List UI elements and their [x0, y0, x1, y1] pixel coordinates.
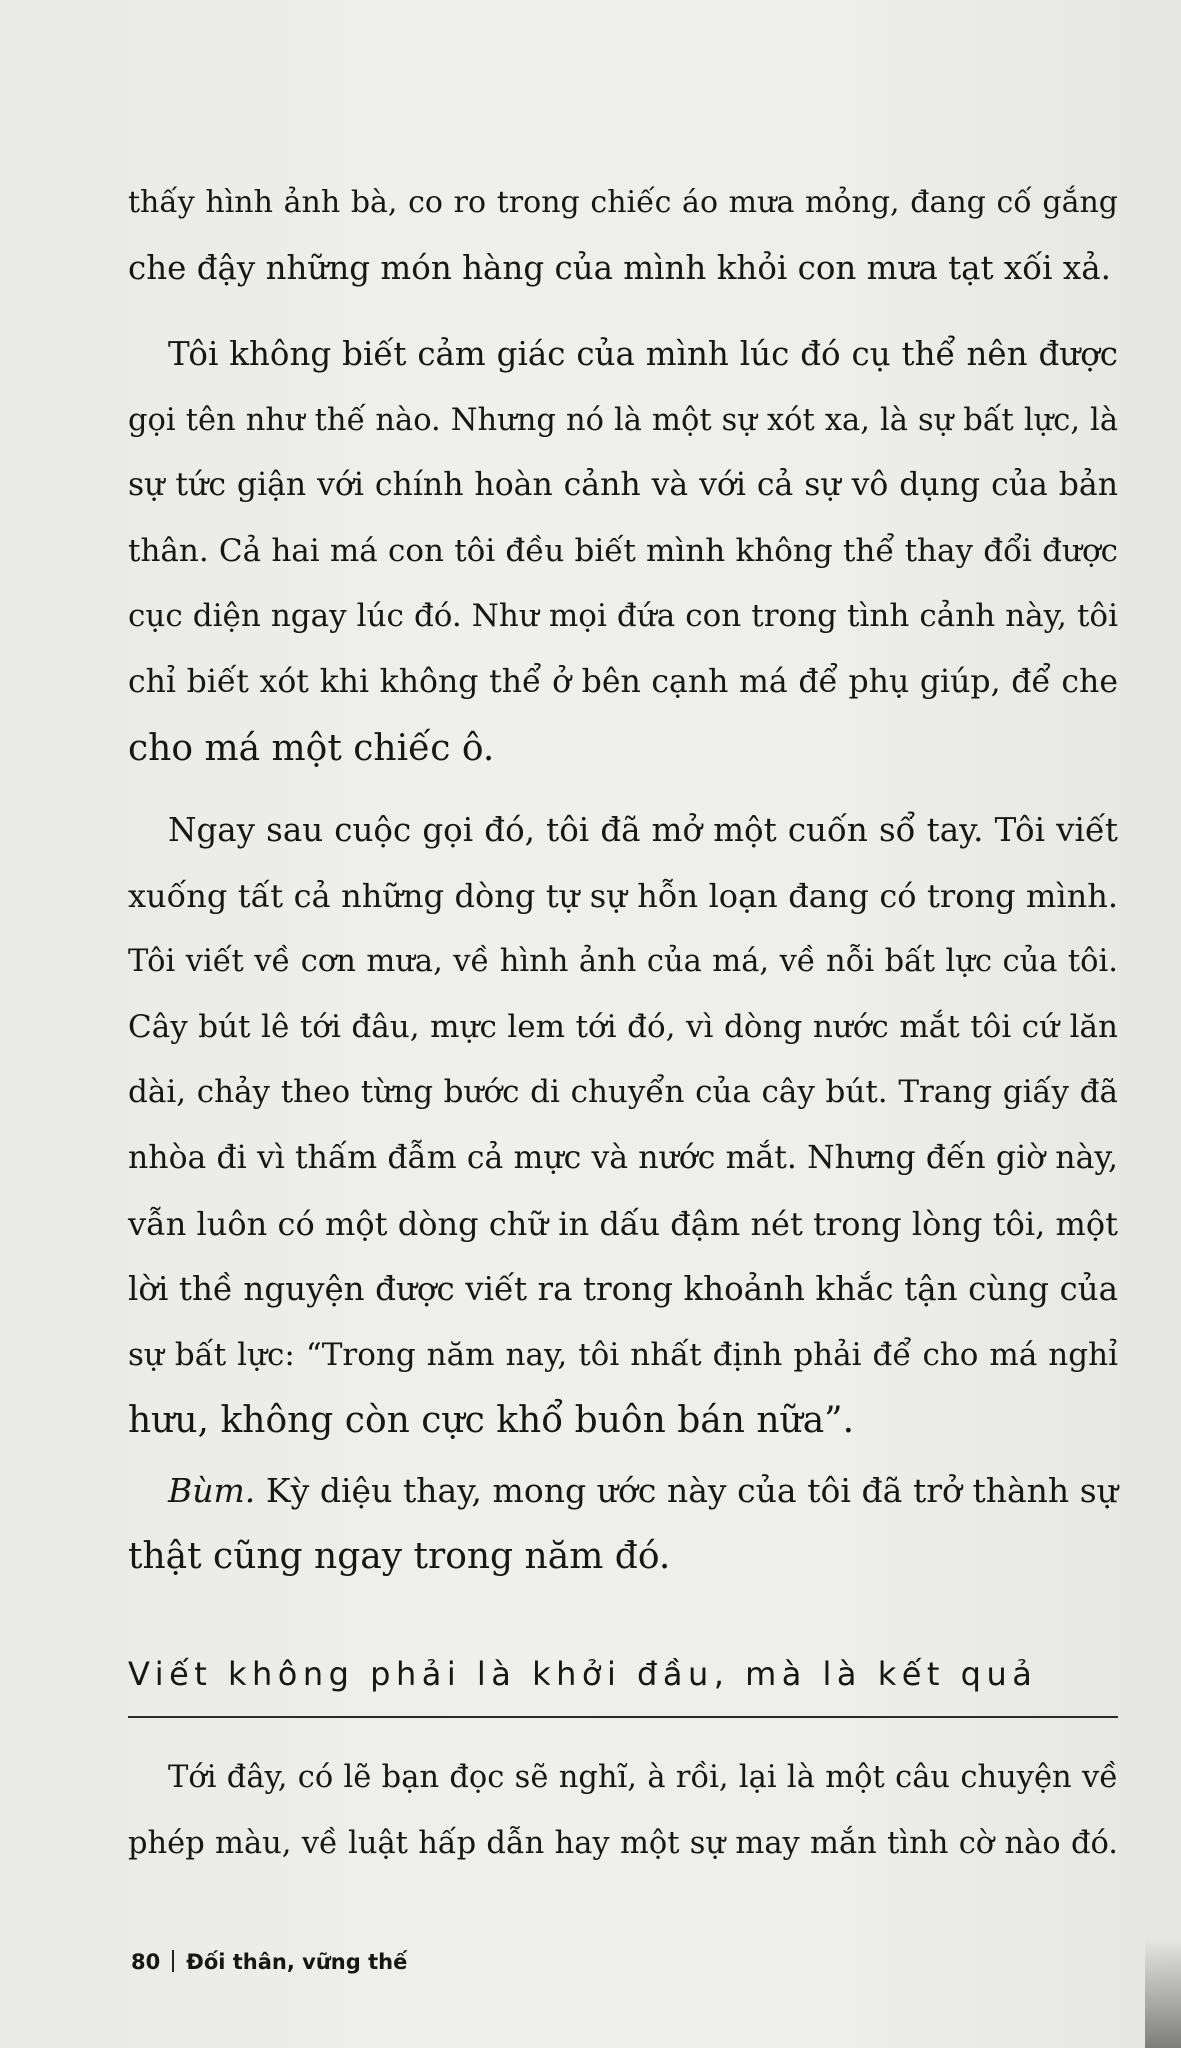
text-line: che đậy những món hàng của mình khỏi con mưa tạt xối xả. [128, 248, 1111, 287]
section-heading: Viết không phải là khởi đầu, mà là kết quả [128, 1655, 1038, 1693]
text-line: sự tức giận với chính hoàn cảnh và với cả sự vô dụng của bản [128, 467, 1118, 504]
text-line: cục diện ngay lúc đó. Như mọi đứa con trong tình cảnh này, tôi [128, 598, 1118, 635]
text-line: Cây bút lê tới đâu, mực lem tới đó, vì dòng nước mắt tôi cứ lăn [128, 1008, 1118, 1045]
text-line: Ngay sau cuộc gọi đó, tôi đã mở một cuốn sổ tay. Tôi viết [168, 811, 1118, 849]
page-edge-shadow [1145, 1938, 1181, 2048]
text-line: Tới đây, có lẽ bạn đọc sẽ nghĩ, à rồi, lại là một câu chuyện về [168, 1760, 1118, 1795]
text-line: dài, chảy theo từng bước di chuyển của cây bút. Trang giấy đã [128, 1074, 1118, 1111]
text-line: Tôi viết về cơn mưa, về hình ảnh của má, về nỗi bất lực của tôi. [128, 944, 1118, 980]
page-number: 80 [131, 1950, 161, 1974]
page-footer [131, 1950, 407, 1974]
paragraph [128, 1745, 1118, 1876]
text-line: hưu, không còn cực khổ buôn bán nữa”. [128, 1400, 855, 1442]
text-line: gọi tên như thế nào. Nhưng nó là một sự xót xa, là sự bất lực, là [128, 402, 1118, 438]
text-line: thật cũng ngay trong năm đó. [128, 1535, 671, 1577]
paragraph [128, 1458, 1118, 1589]
text-line: phép màu, về luật hấp dẫn hay một sự may mắn tình cờ nào đó. [128, 1825, 1118, 1861]
text-line: thấy hình ảnh bà, co ro trong chiếc áo mưa mỏng, đang cố gắng [128, 185, 1118, 220]
text-line-rest: Kỳ diệu thay, mong ước này của tôi đã trở thành sự [255, 1471, 1118, 1510]
text-line [128, 1458, 1118, 1524]
text-line: Tôi không biết cảm giác của mình lúc đó cụ thể nên được [168, 335, 1118, 373]
paragraph [128, 170, 1118, 301]
text-line: sự bất lực: “Trong năm nay, tôi nhất định phải để cho má nghỉ [128, 1336, 1118, 1373]
text-line: lời thề nguyện được viết ra trong khoảnh khắc tận cùng của [128, 1270, 1118, 1309]
book-title: Đối thân, vững thế [186, 1950, 408, 1974]
paragraph [128, 798, 1118, 1454]
italic-lead-word: Bùm. [168, 1471, 256, 1510]
text-line: chỉ biết xót khi không thể ở bên cạnh má để phụ giúp, để che [128, 663, 1118, 700]
paragraph [128, 322, 1118, 781]
heading-underline [128, 1716, 1118, 1718]
text-line: vẫn luôn có một dòng chữ in dấu đậm nét trong lòng tôi, một [128, 1204, 1118, 1243]
text-line: thân. Cả hai má con tôi đều biết mình không thể thay đổi được [128, 532, 1118, 569]
text-line: nhòa đi vì thấm đẫm cả mực và nước mắt. Nhưng đến giờ này, [128, 1139, 1118, 1176]
text-line: xuống tất cả những dòng tự sự hỗn loạn đang có trong mình. [128, 876, 1118, 915]
text-line: cho má một chiếc ô. [128, 727, 495, 769]
footer-separator [172, 1950, 174, 1972]
